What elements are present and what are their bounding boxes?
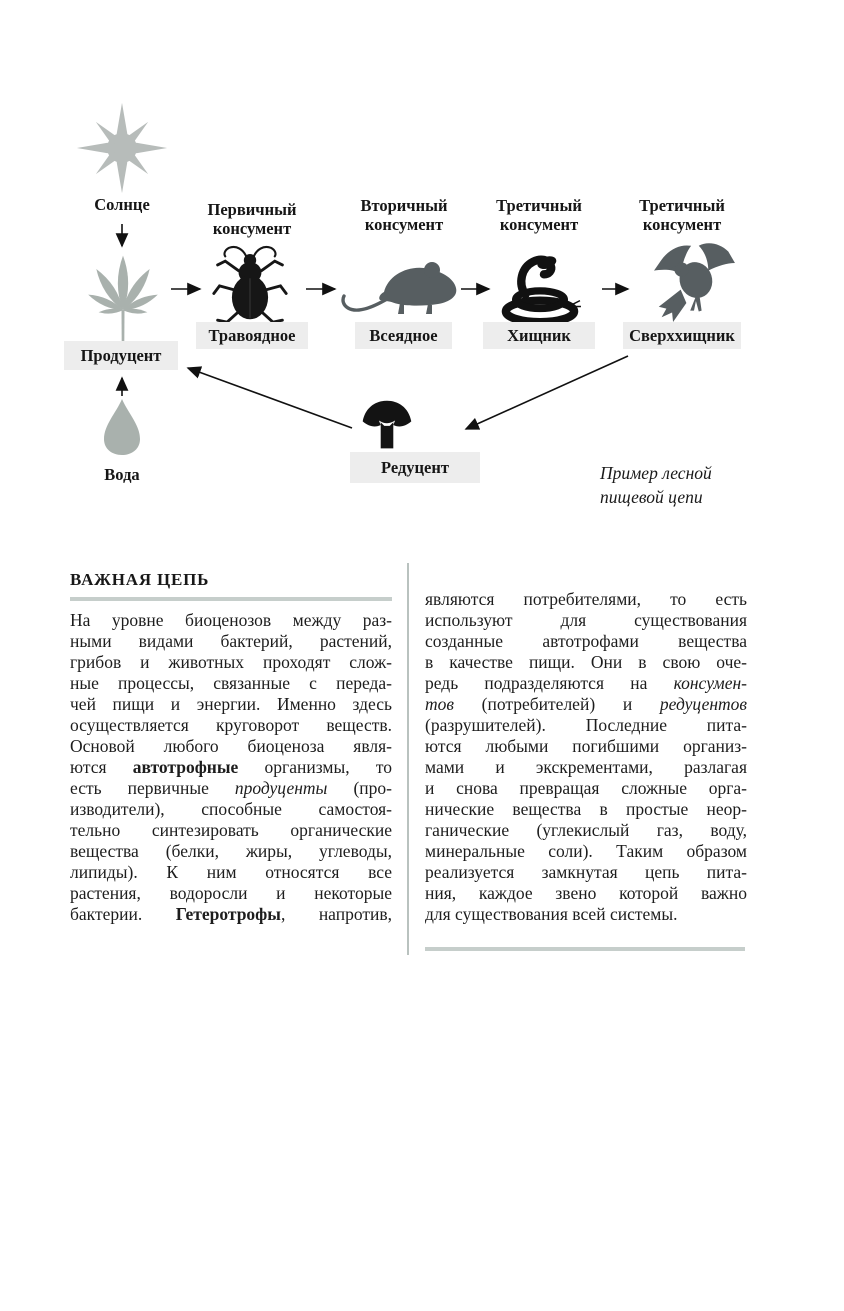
text-line: минеральные соли). Таким образом [425,841,747,861]
text-line: и снова превращая сложные орга- [425,778,747,798]
text-line: осуществляется круговорот веществ. [70,715,392,735]
beetle-icon [210,244,290,324]
article-heading: ВАЖНАЯ ЦЕПЬ [70,570,210,589]
producer-box [64,341,178,370]
article-section [0,560,844,980]
leaf-icon [76,250,170,342]
text-line: ются любыми погибшими организ- [425,736,747,756]
text-line: Основой любого биоценоза явля- [70,736,392,756]
text-line: созданные автотрофами вещества [425,631,747,651]
caption-line1: Пример лесной [600,463,712,483]
sun-icon [74,100,170,196]
diagram-caption [600,461,760,509]
heading-rule [70,597,392,601]
sun-label: Солнце [94,195,150,214]
text-line: На уровне биоценозов между раз- [70,610,392,630]
mouse-icon [340,258,460,316]
text-line: ными видами бактерий, растений, [70,631,392,651]
water-label: Вода [104,465,140,484]
arrow-superpredator-to-reducer [466,356,628,429]
consumer2-level-label: Вторичный консумент [360,196,448,234]
superpredator-label: Сверххищник [629,325,735,345]
consumer4-level-label: Третичный консумент [639,196,725,234]
column-divider [407,563,409,955]
article-column-left [70,610,392,925]
eagle-icon [646,242,742,322]
producer-label: Продуцент [80,345,162,365]
text-line: нические вещества в простые неор- [425,799,747,819]
text-line: являются потребителями, то есть [425,589,747,609]
column-end-rule [425,947,745,951]
mushroom-icon [360,398,414,452]
article-column-right [425,589,747,925]
consumer1-level-label: Первичный консумент [207,200,297,238]
text-line: тов (потребителей) и редуцентов [425,694,747,714]
caption-line2: пищевой цепи [600,487,703,507]
text-line: есть первичные продуценты (про- [70,778,392,798]
text-line: ются автотрофные организмы, то [70,757,392,777]
food-chain-diagram [0,0,844,520]
water-drop-icon [102,396,142,458]
herbivore-box [196,322,308,349]
text-line: ния, каждое звено которой важно [425,883,747,903]
text-line: редь подразделяются на консумен- [425,673,747,693]
herbivore-label: Травоядное [208,325,296,345]
text-line: вещества (белки, жиры, углеводы, [70,841,392,861]
text-line: реализуется замкнутая цепь пита- [425,862,747,882]
text-line: чей пищи и энергии. Именно здесь [70,694,392,714]
text-line: (разрушителей). Последние пита- [425,715,747,735]
omnivore-box [355,322,452,349]
text-line: ганические (углекислый газ, воду, [425,820,747,840]
text-line: ные процессы, связанные с переда- [70,673,392,693]
text-line: мами и экскрементами, разлагая [425,757,747,777]
text-line: растения, водоросли и некоторые [70,883,392,903]
superpredator-box [623,322,741,349]
text-line: тельно синтезировать органические [70,820,392,840]
text-line: в качестве пищи. Они в свою оче- [425,652,747,672]
reducer-label: Редуцент [380,457,449,477]
text-line: бактерии. Гетеротрофы, напротив, [70,904,392,924]
arrow-reducer-to-producer [188,368,352,428]
predator-box [483,322,595,349]
text-line: грибов и животных проходят слож- [70,652,392,672]
consumer3-level-label: Третичный консумент [496,196,582,234]
omnivore-label: Всеядное [369,325,438,345]
predator-label: Хищник [507,325,571,345]
text-line: липиды). К ним относятся все [70,862,392,882]
text-line: для существования всей системы. [425,904,678,924]
reducer-box [350,452,480,483]
snake-icon [496,248,584,326]
text-line: используют для существования [425,610,747,630]
text-line: изводители), способные самостоя- [70,799,392,819]
